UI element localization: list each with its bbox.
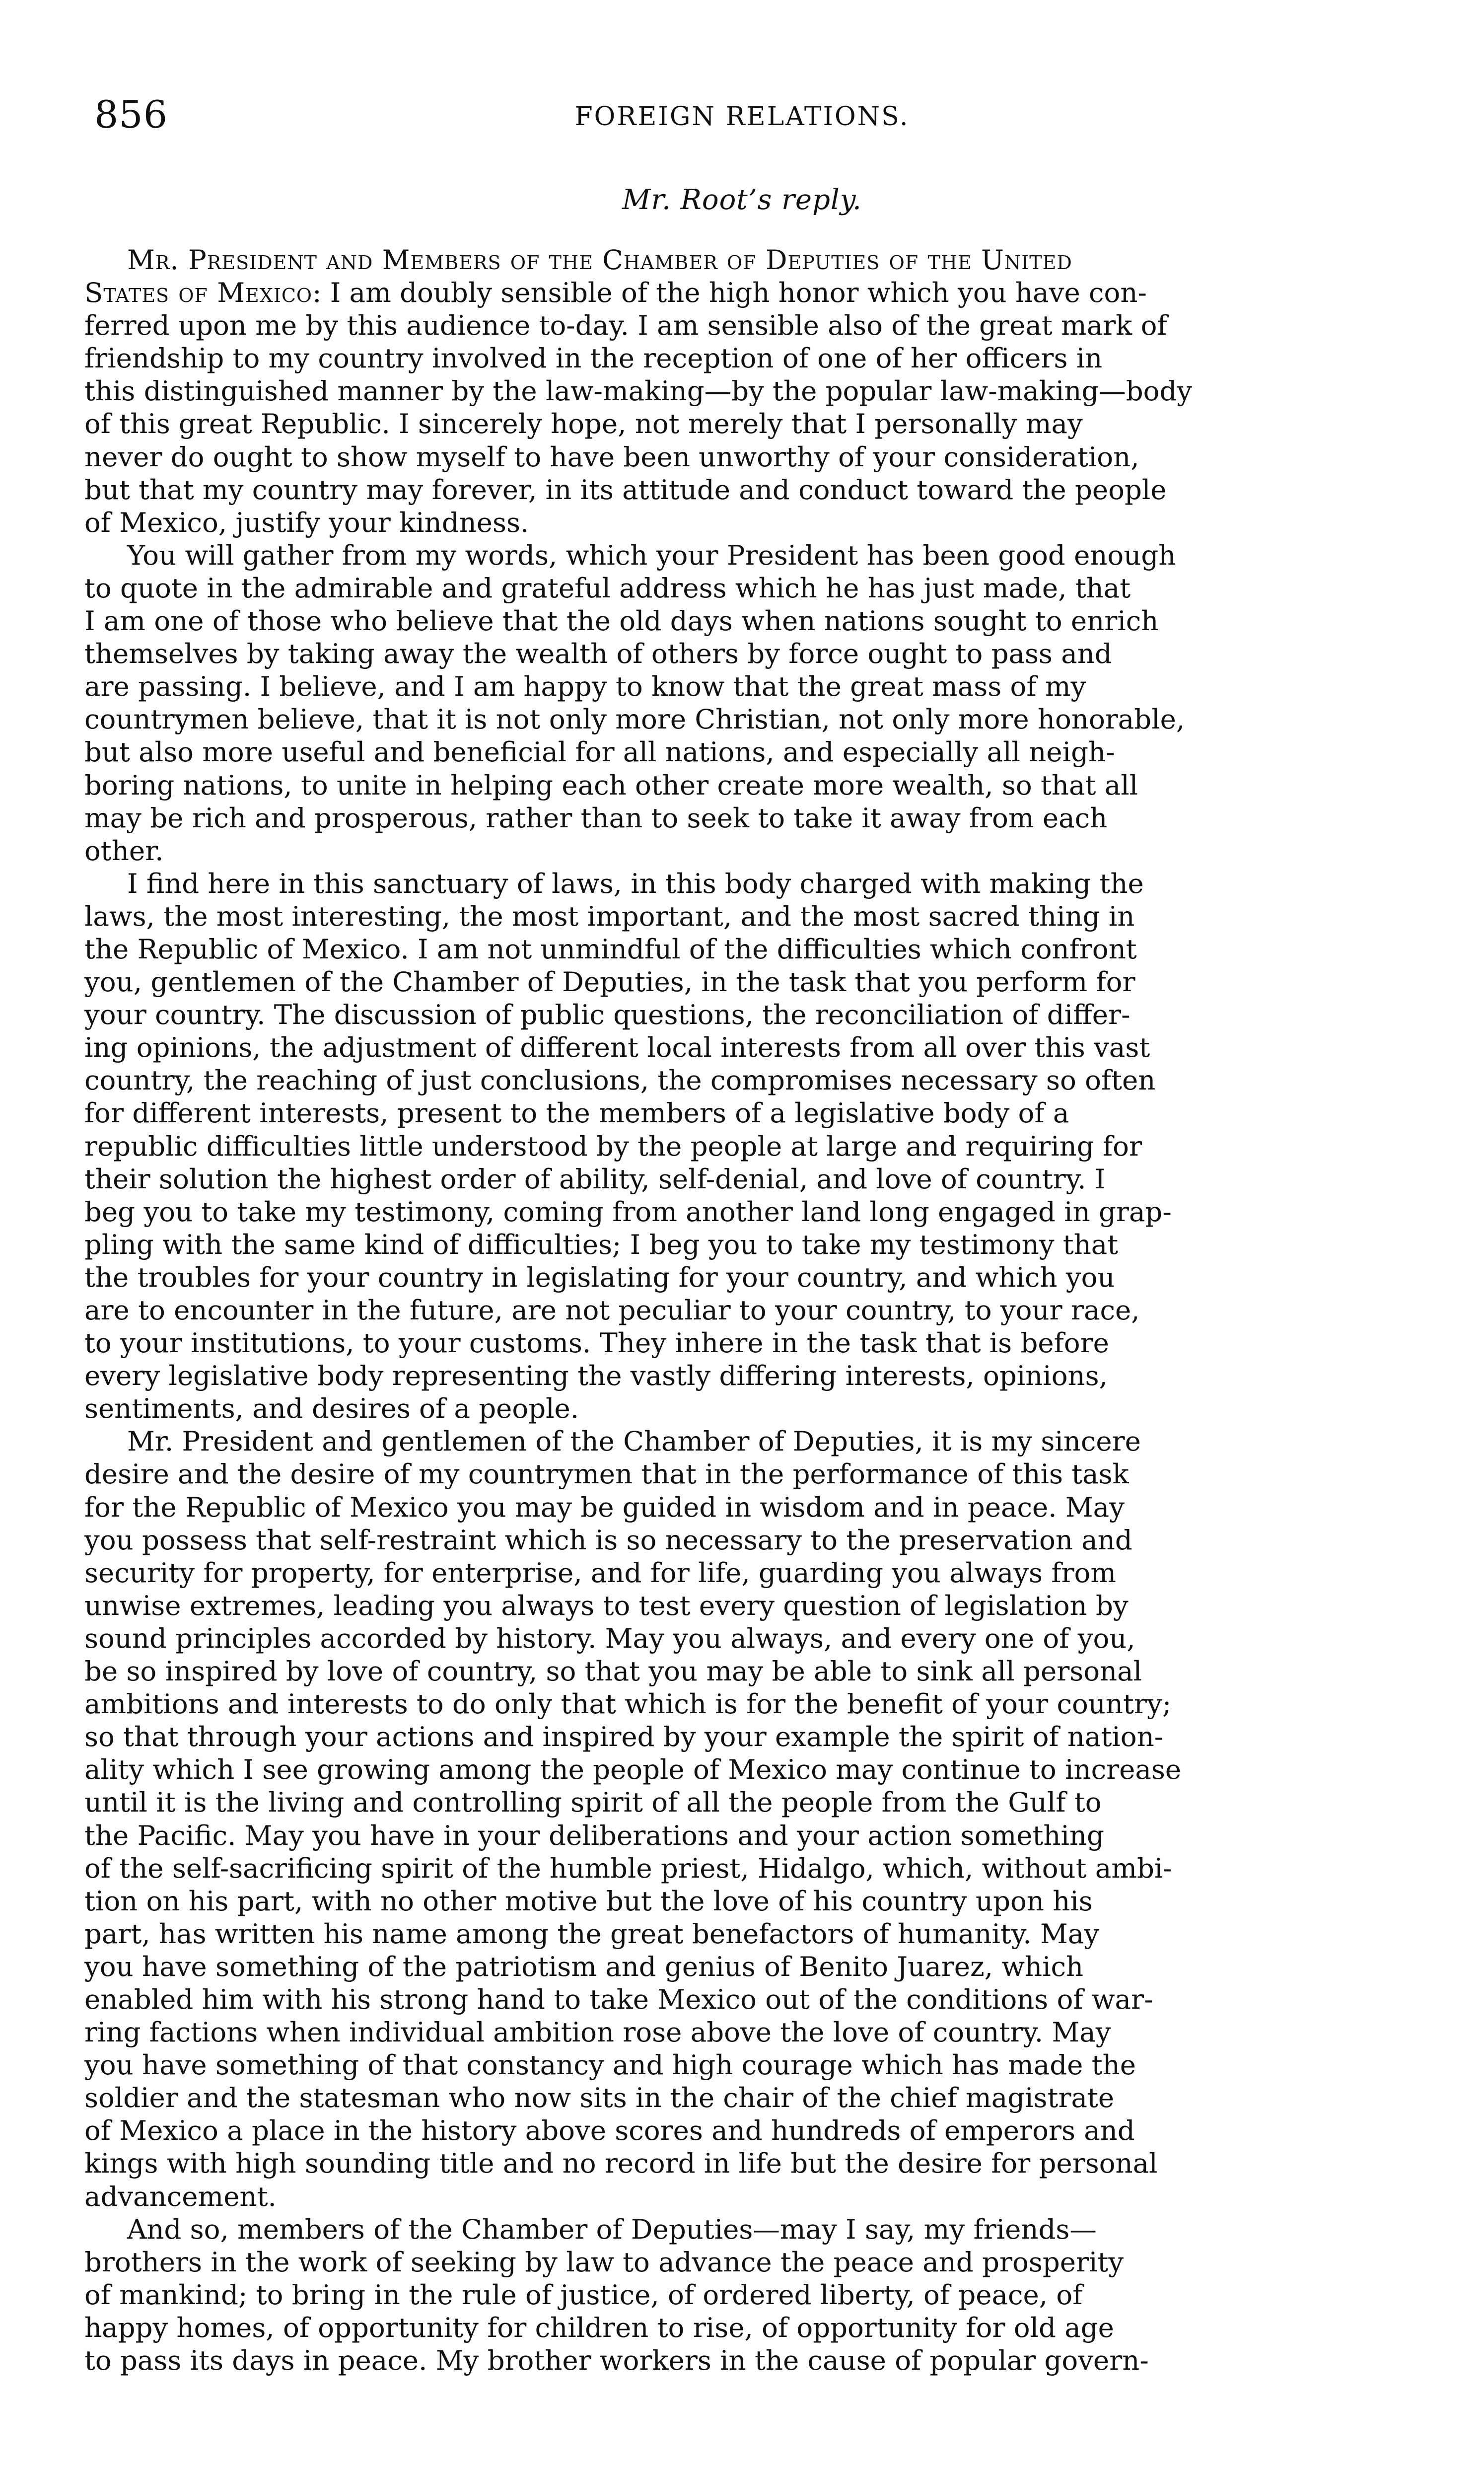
text-line: beg you to take my testimony, coming from another land long engaged in grap- xyxy=(84,1195,1172,1228)
text-line: laws, the most interesting, the most important, and the most sacred thing in xyxy=(84,900,1135,932)
page-number: 856 xyxy=(94,92,168,137)
text-line: to pass its days in peace. My brother workers in the cause of popular govern- xyxy=(84,2344,1149,2376)
text-line: ing opinions, the adjustment of different local interests from all over this vast xyxy=(84,1031,1150,1064)
text-line: so that through your actions and inspired by your example the spirit of nation- xyxy=(84,1721,1164,1753)
text-line: kings with high sounding title and no record in life but the desire for personal xyxy=(84,2147,1158,2180)
text-line: of the self-sacrificing spirit of the humble priest, Hidalgo, which, without ambi- xyxy=(84,1852,1172,1884)
text-line: are to encounter in the future, are not peculiar to your country, to your race, xyxy=(84,1294,1140,1326)
text-line: I find here in this sanctuary of laws, in this body charged with making the xyxy=(127,867,1144,899)
text-line: never do ought to show myself to have been unworthy of your consideration, xyxy=(84,440,1139,473)
salutation-line-2 xyxy=(84,276,1390,309)
text-line: other. xyxy=(84,834,164,867)
text-line: friendship to my country involved in the reception of one of her officers in xyxy=(84,342,1103,374)
text-line: for the Republic of Mexico you may be guided in wisdom and in peace. May xyxy=(84,1491,1125,1523)
text-line: of this great Republic. I sincerely hope, not merely that I personally may xyxy=(84,408,1083,440)
text-line: And so, members of the Chamber of Deputies—may I say, my friends— xyxy=(127,2213,1097,2245)
text-line: pling with the same kind of difficulties; I beg you to take my testimony that xyxy=(84,1228,1119,1260)
text-line: of mankind; to bring in the rule of justice, of ordered liberty, of peace, of xyxy=(84,2278,1083,2311)
text-line: sentiments, and desires of a people. xyxy=(84,1392,579,1425)
text-line: the troubles for your country in legislating for your country, and which you xyxy=(84,1261,1115,1293)
text-line: Mr. President and gentlemen of the Chamber of Deputies, it is my sincere xyxy=(127,1425,1141,1457)
text-line: to quote in the admirable and grateful address which he has just made, that xyxy=(84,572,1131,604)
text-line: enabled him with his strong hand to take Mexico out of the conditions of war- xyxy=(84,1983,1153,2015)
text-line: countrymen believe, that it is not only more Christian, not only more honorable, xyxy=(84,703,1185,735)
text-line: for different interests, present to the members of a legislative body of a xyxy=(84,1097,1069,1129)
text-line: boring nations, to unite in helping each other create more wealth, so that all xyxy=(84,769,1138,801)
text-line: but also more useful and beneficial for all nations, and especially all neigh- xyxy=(84,736,1115,768)
salutation-smallcaps-continued: States of Mexico xyxy=(84,277,313,309)
paragraph-lines xyxy=(84,309,1390,2377)
text-line: of Mexico a place in the history above scores and hundreds of emperors and xyxy=(84,2114,1135,2147)
text-line: soldier and the statesman who now sits in the chair of the chief magistrate xyxy=(84,2082,1115,2114)
text-line: are passing. I believe, and I am happy to know that the great mass of my xyxy=(84,670,1086,703)
text-line: to your institutions, to your customs. They inhere in the task that is before xyxy=(84,1327,1109,1359)
text-line: happy homes, of opportunity for children to rise, of opportunity for old age xyxy=(84,2311,1114,2343)
salutation-smallcaps: Mr. President and Members of the Chamber of Deputies of the United xyxy=(127,244,1072,276)
text-line: brothers in the work of seeking by law to advance the peace and prosperity xyxy=(84,2246,1124,2278)
text-line: be so inspired by love of country, so that you may be able to sink all personal xyxy=(84,1655,1142,1687)
text-line: but that my country may forever, in its attitude and conduct toward the people xyxy=(84,473,1167,506)
text-line: ferred upon me by this audience to-day. I am sensible also of the great mark of xyxy=(84,309,1167,342)
text-line: your country. The discussion of public questions, the reconciliation of differ- xyxy=(84,999,1131,1031)
text-line: sound principles accorded by history. May you always, and every one of you, xyxy=(84,1622,1135,1654)
text-line: tion on his part, with no other motive but the love of his country upon his xyxy=(84,1885,1093,1917)
text-line: country, the reaching of just conclusions, the compromises necessary so often xyxy=(84,1064,1156,1096)
text-line: advancement. xyxy=(84,2180,277,2212)
text-line: their solution the highest order of ability, self-denial, and love of country. I xyxy=(84,1163,1106,1195)
text-line: ality which I see growing among the people of Mexico may continue to increase xyxy=(84,1753,1182,1786)
text-line: part, has written his name among the great benefactors of humanity. May xyxy=(84,1917,1100,1950)
salutation-tail: : I am doubly sensible of the high honor which you have con- xyxy=(312,277,1147,309)
salutation-line xyxy=(84,243,1390,276)
text-line: ring factions when individual ambition rose above the love of country. May xyxy=(84,2016,1111,2048)
text-line: I am one of those who believe that the old days when nations sought to enrich xyxy=(84,605,1159,637)
text-line: you possess that self-restraint which is so necessary to the preservation and xyxy=(84,1524,1132,1556)
text-line: desire and the desire of my countrymen that in the performance of this task xyxy=(84,1458,1129,1490)
text-line: of Mexico, justify your kindness. xyxy=(84,506,529,538)
text-line: until it is the living and controlling spirit of all the people from the Gulf to xyxy=(84,1786,1102,1819)
text-line: security for property, for enterprise, and for life, guarding you always from xyxy=(84,1556,1117,1589)
text-line: ambitions and interests to do only that which is for the benefit of your country; xyxy=(84,1688,1172,1720)
text-line: the Republic of Mexico. I am not unmindful of the difficulties which confront xyxy=(84,933,1137,965)
text-line: republic difficulties little understood by the people at large and requiring for xyxy=(84,1130,1142,1162)
text-line: you, gentlemen of the Chamber of Deputies, in the task that you perform for xyxy=(84,966,1135,998)
text-line: the Pacific. May you have in your deliberations and your action something xyxy=(84,1819,1104,1851)
text-line: may be rich and prosperous, rather than to seek to take it away from each xyxy=(84,801,1108,834)
text-line: this distinguished manner by the law-making—by the popular law-making—body xyxy=(84,375,1193,407)
text-line: themselves by taking away the wealth of others by force ought to pass and xyxy=(84,638,1112,670)
text-line: every legislative body representing the vastly differing interests, opinions, xyxy=(84,1360,1108,1392)
text-line: You will gather from my words, which your President has been good enough xyxy=(127,539,1176,571)
text-line: you have something of that constancy and high courage which has made the xyxy=(84,2049,1136,2081)
text-line: you have something of the patriotism and genius of Benito Juarez, which xyxy=(84,1950,1084,1982)
section-title: Mr. Root’s reply. xyxy=(622,184,862,216)
running-title: FOREIGN RELATIONS. xyxy=(574,102,910,132)
body-text xyxy=(84,243,1390,2377)
text-line: unwise extremes, leading you always to test every question of legislation by xyxy=(84,1589,1129,1621)
